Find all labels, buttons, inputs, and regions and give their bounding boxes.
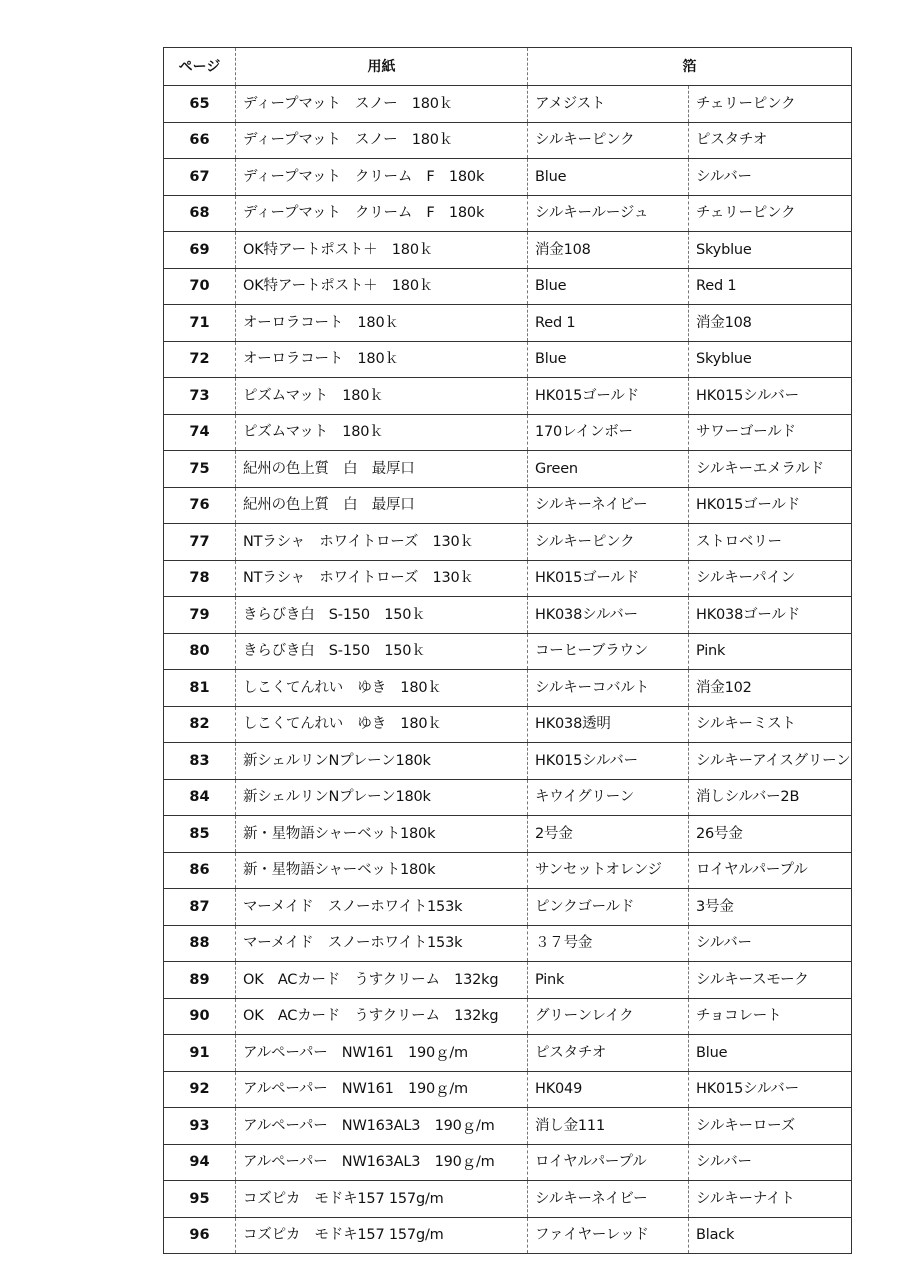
foil-1-cell: Red 1 [528,305,689,342]
table-row [164,925,852,962]
table-row [164,159,852,196]
page-cell: 67 [164,159,236,196]
paper-foil-table-container [163,47,851,1254]
paper-cell: マーメイド スノーホワイト153k [236,925,528,962]
foil-2-cell: ピスタチオ [689,122,852,159]
table-row [164,1035,852,1072]
foil-1-cell: HK049 [528,1071,689,1108]
foil-1-cell: 170レインボー [528,414,689,451]
table-row [164,597,852,634]
table-row [164,889,852,926]
foil-2-cell: サワーゴールド [689,414,852,451]
foil-2-cell: シルキーローズ [689,1108,852,1145]
foil-1-cell: グリーンレイク [528,998,689,1035]
paper-cell: きらびき白 S-150 150ｋ [236,597,528,634]
table-row [164,560,852,597]
table-row [164,1181,852,1218]
table-row [164,1217,852,1254]
paper-cell: アルペーパー NW161 190ｇ/m [236,1071,528,1108]
foil-2-cell: Blue [689,1035,852,1072]
page-cell: 73 [164,378,236,415]
page-cell: 87 [164,889,236,926]
paper-cell: 新・星物語シャーベット180k [236,816,528,853]
page-cell: 80 [164,633,236,670]
table-row [164,378,852,415]
foil-1-cell: シルキーコバルト [528,670,689,707]
page-cell: 92 [164,1071,236,1108]
page-cell: 85 [164,816,236,853]
foil-2-cell: Pink [689,633,852,670]
page-cell: 95 [164,1181,236,1218]
table-row [164,487,852,524]
foil-2-cell: シルバー [689,159,852,196]
page-cell: 86 [164,852,236,889]
page-cell: 83 [164,743,236,780]
paper-cell: しこくてんれい ゆき 180ｋ [236,670,528,707]
foil-1-cell: ３７号金 [528,925,689,962]
foil-1-cell: サンセットオレンジ [528,852,689,889]
foil-1-cell: ファイヤーレッド [528,1217,689,1254]
paper-cell: OK特アートポスト＋ 180ｋ [236,232,528,269]
foil-1-cell: 消し金111 [528,1108,689,1145]
table-row [164,305,852,342]
page-cell: 84 [164,779,236,816]
paper-cell: ピズムマット 180ｋ [236,414,528,451]
foil-2-cell: Black [689,1217,852,1254]
foil-2-cell: シルキーアイスグリーン [689,743,852,780]
page-cell: 72 [164,341,236,378]
foil-1-cell: Pink [528,962,689,999]
paper-cell: 紀州の色上質 白 最厚口 [236,487,528,524]
paper-cell: アルペーパー NW161 190ｇ/m [236,1035,528,1072]
foil-1-cell: シルキーネイビー [528,487,689,524]
paper-cell: マーメイド スノーホワイト153k [236,889,528,926]
foil-2-cell: 3号金 [689,889,852,926]
paper-cell: ディープマット クリーム F 180k [236,159,528,196]
foil-1-cell: Green [528,451,689,488]
paper-cell: NTラシャ ホワイトローズ 130ｋ [236,524,528,561]
paper-cell: 新・星物語シャーベット180k [236,852,528,889]
foil-2-cell: 消金108 [689,305,852,342]
page-cell: 96 [164,1217,236,1254]
paper-cell: アルペーパー NW163AL3 190ｇ/m [236,1108,528,1145]
table-row [164,1144,852,1181]
page-cell: 71 [164,305,236,342]
table-row [164,1071,852,1108]
foil-1-cell: 2号金 [528,816,689,853]
page-cell: 94 [164,1144,236,1181]
table-row [164,1108,852,1145]
table-row [164,268,852,305]
page-cell: 81 [164,670,236,707]
foil-2-cell: 消金102 [689,670,852,707]
page-cell: 76 [164,487,236,524]
paper-cell: きらびき白 S-150 150ｋ [236,633,528,670]
foil-1-cell: 消金108 [528,232,689,269]
foil-2-cell: 消しシルバー2B [689,779,852,816]
paper-cell: オーロラコート 180ｋ [236,341,528,378]
paper-cell: しこくてんれい ゆき 180ｋ [236,706,528,743]
paper-cell: ディープマット クリーム F 180k [236,195,528,232]
paper-cell: ピズムマット 180ｋ [236,378,528,415]
paper-cell: OK特アートポスト＋ 180ｋ [236,268,528,305]
page-cell: 79 [164,597,236,634]
foil-2-cell: シルバー [689,925,852,962]
foil-2-cell: Skyblue [689,341,852,378]
table-row [164,232,852,269]
foil-1-cell: ロイヤルパープル [528,1144,689,1181]
paper-cell: コズピカ モドキ157 157g/m [236,1181,528,1218]
foil-1-cell: ピスタチオ [528,1035,689,1072]
page-cell: 70 [164,268,236,305]
foil-2-cell: シルキーパイン [689,560,852,597]
paper-cell: ディープマット スノー 180ｋ [236,122,528,159]
foil-2-cell: チョコレート [689,998,852,1035]
foil-2-cell: チェリーピンク [689,195,852,232]
table-row [164,816,852,853]
header-foil: 箔 [528,48,852,86]
foil-1-cell: シルキーピンク [528,524,689,561]
table-row [164,633,852,670]
page-cell: 75 [164,451,236,488]
paper-cell: ディープマット スノー 180ｋ [236,86,528,123]
header-paper: 用紙 [236,48,528,86]
page-cell: 90 [164,998,236,1035]
foil-2-cell: HK015シルバー [689,378,852,415]
foil-1-cell: シルキーネイビー [528,1181,689,1218]
page-cell: 69 [164,232,236,269]
foil-2-cell: 26号金 [689,816,852,853]
foil-1-cell: コーヒーブラウン [528,633,689,670]
foil-2-cell: チェリーピンク [689,86,852,123]
foil-1-cell: アメジスト [528,86,689,123]
foil-2-cell: ストロベリー [689,524,852,561]
paper-cell: OK ACカード うすクリーム 132kg [236,998,528,1035]
foil-1-cell: HK038シルバー [528,597,689,634]
table-row [164,341,852,378]
foil-1-cell: Blue [528,268,689,305]
paper-cell: 新シェルリンNプレーン180k [236,779,528,816]
table-row [164,779,852,816]
paper-cell: NTラシャ ホワイトローズ 130ｋ [236,560,528,597]
foil-1-cell: ピンクゴールド [528,889,689,926]
page-cell: 77 [164,524,236,561]
table-row [164,86,852,123]
page-cell: 74 [164,414,236,451]
page-cell: 89 [164,962,236,999]
table-row [164,524,852,561]
paper-cell: 紀州の色上質 白 最厚口 [236,451,528,488]
table-row [164,962,852,999]
page-cell: 78 [164,560,236,597]
foil-1-cell: HK038透明 [528,706,689,743]
paper-cell: アルペーパー NW163AL3 190ｇ/m [236,1144,528,1181]
paper-cell: コズピカ モドキ157 157g/m [236,1217,528,1254]
table-row [164,195,852,232]
table-row [164,998,852,1035]
foil-2-cell: Skyblue [689,232,852,269]
page-cell: 93 [164,1108,236,1145]
table-row [164,122,852,159]
table-row [164,414,852,451]
foil-2-cell: ロイヤルパープル [689,852,852,889]
page-cell: 82 [164,706,236,743]
table-header-row [164,48,852,86]
table-body [164,86,852,1254]
table-row [164,451,852,488]
paper-cell: オーロラコート 180ｋ [236,305,528,342]
table-row [164,670,852,707]
page-cell: 68 [164,195,236,232]
foil-1-cell: HK015ゴールド [528,378,689,415]
foil-2-cell: Red 1 [689,268,852,305]
foil-1-cell: シルキールージュ [528,195,689,232]
foil-1-cell: HK015ゴールド [528,560,689,597]
table-row [164,743,852,780]
header-page: ページ [164,48,236,86]
foil-2-cell: シルキーエメラルド [689,451,852,488]
foil-2-cell: シルキーミスト [689,706,852,743]
paper-cell: OK ACカード うすクリーム 132kg [236,962,528,999]
foil-1-cell: Blue [528,341,689,378]
table-row [164,852,852,889]
page-cell: 88 [164,925,236,962]
foil-2-cell: HK015ゴールド [689,487,852,524]
foil-1-cell: HK015シルバー [528,743,689,780]
foil-2-cell: シルキースモーク [689,962,852,999]
foil-1-cell: シルキーピンク [528,122,689,159]
page-cell: 91 [164,1035,236,1072]
table-row [164,706,852,743]
page-cell: 66 [164,122,236,159]
foil-2-cell: HK038ゴールド [689,597,852,634]
foil-2-cell: シルバー [689,1144,852,1181]
foil-2-cell: HK015シルバー [689,1071,852,1108]
page-cell: 65 [164,86,236,123]
paper-foil-table [163,47,852,1254]
foil-2-cell: シルキーナイト [689,1181,852,1218]
paper-cell: 新シェルリンNプレーン180k [236,743,528,780]
foil-1-cell: キウイグリーン [528,779,689,816]
foil-1-cell: Blue [528,159,689,196]
